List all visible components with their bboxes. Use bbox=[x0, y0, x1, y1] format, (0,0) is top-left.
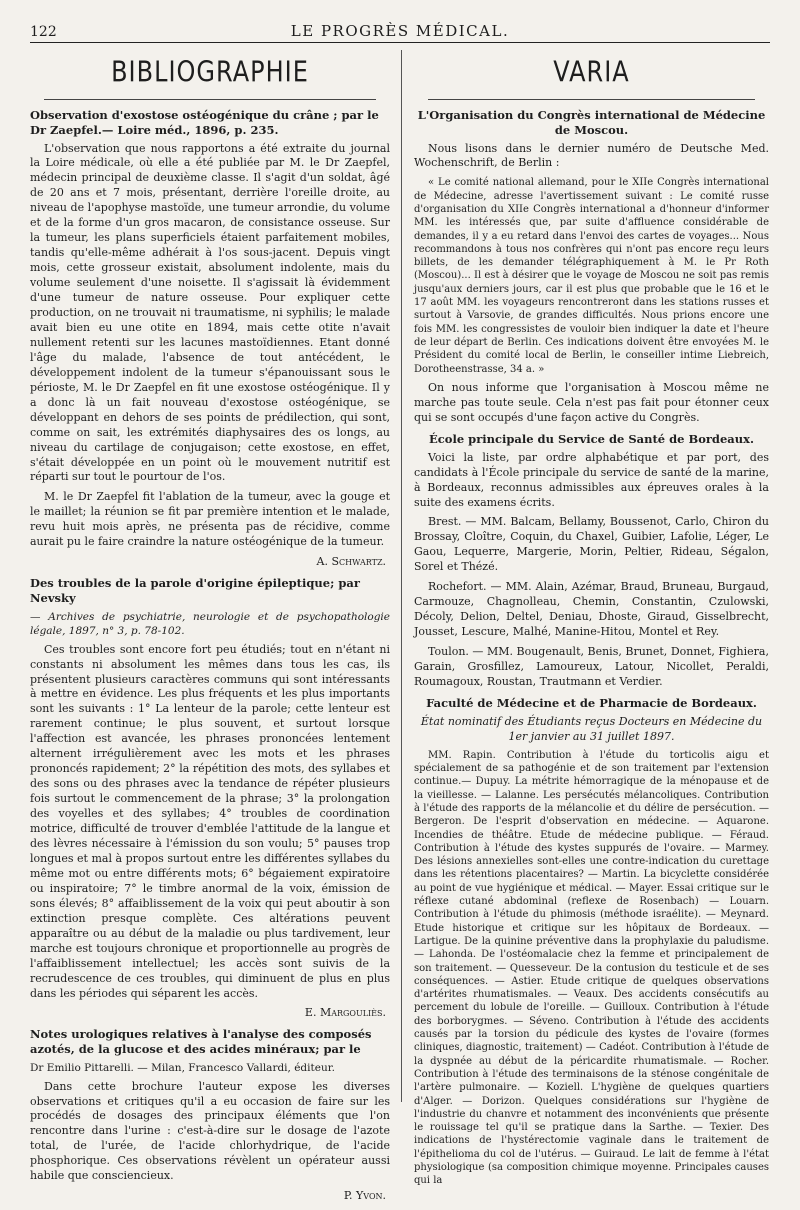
article-signature: E. Margouliès. bbox=[304, 1006, 386, 1020]
article-subtitle: État nominatif des Étudiants reçus Docteurs en Médecine du 1er janvier au 31 juillet 1897. bbox=[420, 714, 763, 743]
article-title: L'Organisation du Congrès international de Médecine de Moscou. bbox=[417, 107, 766, 137]
article-paragraph: Ces troubles sont encore fort peu étudiés; tout en n'étant ni constants ni absolument les mêmes dans tous les cas, ils présentent plusieurs caractères communs qui sont intéressants à mettre en évidence. Les plus fréquents et les plus importants sont les suivants : 1° La lenteur de la parole; cette lenteur est rarement continue; le plus souvent, et surtout lorsque l'affection est avancée, les phrases prononcées lentement alternent irrégulièrement avec les mots et les phrases prononcés rapidement; 2° la répétition des mots, des syllabes et des sons ou des phrases avec la tendance de répéter plusieurs fois surtout le commencement de la phrase; 3° la prolongation des voyelles et des syllabes; 4° troubles de coordination motrice, difficulté de trouver d'emblée l'attitude de la langue et des lèvres nécessaire à l'émission du son voulu; 5° pauses trop longues et mal à propos surtout entre les différentes syllabes du même mot ou entre différents mots; 6° bégaiement expiratoire ou inspiratoire; 7° le timbre anormal de la voix, émission de sons élevés; 8° affaiblissement de la voix qui peut aboutir à son extinction presque complète. Ces altérations peuvent apparaître ou au début de la maladie ou plus tardivement, leur marche est toujours chronique et proportionnelle au progrès de l'affaiblissement intellectuel; les accès sont suivis de la recrudescence de ces troubles, qui diminuent de plus en plus dans les périodes qui séparent les accès. bbox=[30, 642, 390, 1000]
article-paragraph: On nous informe que l'organisation à Moscou même ne marche pas toute seule. Cela n'est pas fait pour étonner ceux qui se sont occupés d'une façon active du Congrès. bbox=[414, 380, 769, 424]
article-title: Faculté de Médecine et de Pharmacie de Bordeaux. bbox=[426, 695, 757, 710]
section-rule bbox=[44, 99, 375, 100]
article-subtitle: — Archives de psychiatrie, neurologie et de psychopathologie légale, 1897, n° 3, p. 78-102. bbox=[30, 611, 390, 638]
article-quote: « Le comité national allemand, pour le XIIe Congrès international de Médecine, adresse l'avertissement suivant : Le comité russe d'organisation du XIIe Congrès international a d'honneur d'informer MM. les intéressés que, par suite d'affluence considérable de demandes, il y a eu retard dans l'envoi des cartes de voyages... Nous recommandons à tous nos confrères qui n'ont pas encore reçu leurs billets, de les demander télégraphiquement à M. le Pr Roth (Moscou)... Il est à désirer que le voyage de Moscou ne soit pas remis jusqu'aux derniers jours, car il est plus que probable que le 16 et le 17 août MM. les voyageurs rencontreront dans les stations russes et surtout à Varsovie, de grandes difficultés. Nous prions encore une fois MM. les congressistes de vouloir bien indiquer la date et l'heure de leur départ de Berlin. Ces indications doivent être envoyées M. le Président du comité local de Berlin, le conseiller intime Liebreich, Dorotheenstrasse, 34 a. » bbox=[414, 177, 769, 375]
section-title-bibliographie: BIBLIOGRAPHIE bbox=[111, 55, 309, 89]
article-title: École principale du Service de Santé de Bordeaux. bbox=[429, 431, 754, 446]
candidate-list-toulon: Toulon. — MM. Bougenault, Benis, Brunet, Donnet, Fighiera, Garain, Grosfillez, Lamoureux, Latour, Nicollet, Peraldi, Roumagoux, Roustan, Trautmann et Verdier. bbox=[414, 645, 769, 688]
article-title: Des troubles de la parole d'origine épileptique; par Nevsky bbox=[30, 576, 360, 606]
section-rule bbox=[428, 99, 755, 100]
column-divider bbox=[401, 50, 402, 1102]
article-paragraph: M. le Dr Zaepfel fit l'ablation de la tumeur, avec la gouge et le maillet; la réunion se fit par première intention et le malade, revu huit mois après, ne présenta pas de récidive, comme aurait pu le faire craindre la nature ostéogénique de la tumeur. bbox=[30, 490, 390, 549]
article-signature: P. Yvon. bbox=[343, 1189, 386, 1203]
article-subtitle: Dr Emilio Pittarelli. — Milan, Francesco Vallardi, éditeur. bbox=[30, 1062, 335, 1075]
article-paragraph: L'observation que nous rapportons a été extraite du journal la Loire médicale, où elle a été publiée par M. le Dr Zaepfel, médecin principal de deuxième classe. Il s'agit d'un soldat, âgé de 20 ans et 7 mois, présentant, derrière l'oreille droite, au niveau de l'apophyse mastoïde, une tumeur arrondie, du volume et de la forme d'un gros macaron, de consistance osseuse. Sur la tumeur, les plans superficiels étaient parfaitement mobiles, tandis qu'elle-même adhérait à l'os sous-jacent. Depuis vingt mois, cette grosseur existait, absolument indolente, mais du volume seulement d'une noisette. Il s'agissait là évidemment d'une tumeur de nature osseuse. Pour expliquer cette production, on ne trouvait ni traumatisme, ni syphilis; le malade avait bien eu une otite en 1894, mais cette otite n'avait nullement retenti sur les lacunes mastoïdiennes. Etant donné l'âge du malade, l'absence de tout antécédent, le développement indolent de la tumeur s'épanouissant sous le périoste, M. le Dr Zaepfel en fit une exostose ostéogénique. Il y a donc là un fait nouveau d'exostose ostéogénique, se développant en dehors de ses points de prédilection, qui sont, comme on sait, les extrémités diaphysaires des os longs, au niveau du cartilage de conjugaison; cette exostose, en effet, s'était développée en un point où le mouvement nutritif est réparti sur tout le pourtour de l'os. bbox=[30, 141, 390, 484]
thesis-list: MM. Rapin. Contribution à l'étude du torticolis aigu et spécialement de sa pathogénie et de son traitement par l'extension continue.— Dupuy. La métrite hémorragique de la ménopause et de la vieillesse. — Lalanne. Les persécutés mélancoliques. Contribution à l'étude des rapports de la mélancolie et du délire de persécution. — Bergeron. De l'esprit d'observation en médecine. — Aquarone. Incendies de théâtre. Etude de médecine publique. — Féraud. Contribution à l'étude des kystes suppurés de l'ovaire. — Marmey. Des lésions annexielles sont-elles une contre-indication du curettage dans les rétentions placentaires? — Martin. La bicyclette considérée au point de vue hygiénique et médical. — Mayer. Essai critique sur le réflexe cutané abdominal (reflexe de Rosenbach) — Louarn. Contribution à l'étude du phimosis (méthode israélite). — Meynard. Etude historique et critique sur les hôpitaux de Bordeaux. — Lartigue. De la quinine préventive dans la prophylaxie du paludisme. — Lahonda. De l'ostéomalacie chez la femme et principalement de son traitement. — Quesseveur. De la contusion du testicule et de ses conséquences. — Astier. Etude critique de quelques observations d'artérites rhumatismales. — Veaux. Des accidents consécutifs au percement du lobule de l'oreille. — Guilloux. Contribution à l'étude des borborygmes. — Séveno. Contribution à l'étude des accidents causés par la torsion du pédicule des kystes de l'ovaire (formes cliniques, diagnostic, traitement) — Cadéot. Contribution à l'étude de la dyspnée au début de la péricardite rhumatismale. — Rocher. Contribution à l'étude des terminaisons de la sténose congénitale de l'artère pulmonaire. — Koziell. L'hygiène de quelques quartiers d'Alger. — Dorizon. Quelques considérations sur l'hygiène de l'industrie du chanvre et notamment des inconvénients que présente le rouissage tel qu'il se pratique dans la Sarthe. — Texier. Des indications de l'hystérectomie vaginale dans le traitement de l'épithelioma du col de l'utérus. — Guiraud. Le lait de femme à l'état physiologique (sa composition chimique moyenne. Principales causes qui la bbox=[414, 749, 769, 1187]
article-paragraph: Nous lisons dans le dernier numéro de Deutsche Med. Wochenschrift, de Berlin : bbox=[414, 141, 769, 170]
page-number: 122 bbox=[30, 24, 57, 40]
article-title: Notes urologiques relatives à l'analyse des composés azotés, de la glucose et des acides minéraux; par le bbox=[30, 1027, 372, 1057]
journal-title: LE PROGRÈS MÉDICAL. bbox=[290, 22, 510, 40]
candidate-list-rochefort: Rochefort. — MM. Alain, Azémar, Braud, Bruneau, Burgaud, Carmouze, Chagnolleau, Chemin, Constantin, Czulowski, Décoly, Delion, Deltel, Deniau, Dhoste, Giraud, Gisselbrecht, Jousset, Lescure, Malhé, Manine-Hitou, Montel et Rey. bbox=[414, 580, 769, 639]
candidate-list-brest: Brest. — MM. Balcam, Bellamy, Boussenot, Carlo, Chiron du Brossay, Cloître, Coquin, du Chaxel, Guibier, Lafolie, Léger, Le Gaou, Lequerre, Margerie, Morin, Peltier, Rideau, Ségalon, Sorel et Thézé. bbox=[414, 515, 769, 574]
article-signature: A. Schwartz. bbox=[316, 555, 386, 569]
article-title: Observation d'exostose ostéogénique du crâne ; par le Dr Zaepfel.— Loire méd., 1896, p. 235. bbox=[30, 107, 379, 137]
article-paragraph: Voici la liste, par ordre alphabétique et par port, des candidats à l'École principale du service de santé de la marine, à Bordeaux, reconnus admissibles aux épreuves orales à la suite des examens écrits. bbox=[414, 450, 769, 509]
right-column bbox=[414, 56, 769, 1193]
section-title-varia: VARIA bbox=[553, 55, 630, 89]
article-paragraph: Dans cette brochure l'auteur expose les diverses observations et critiques qu'il a eu occasion de faire sur les procédés de dosages des principaux éléments que l'on rencontre dans l'urine : c'est-à-dire sur le dosage de l'azote total, de l'urée, de l'acide chlorhydrique, de l'acide phosphorique. Ces observations révèlent un opérateur aussi habile que consciencieux. bbox=[30, 1079, 390, 1183]
left-column bbox=[30, 56, 390, 1210]
page-header bbox=[30, 18, 770, 43]
